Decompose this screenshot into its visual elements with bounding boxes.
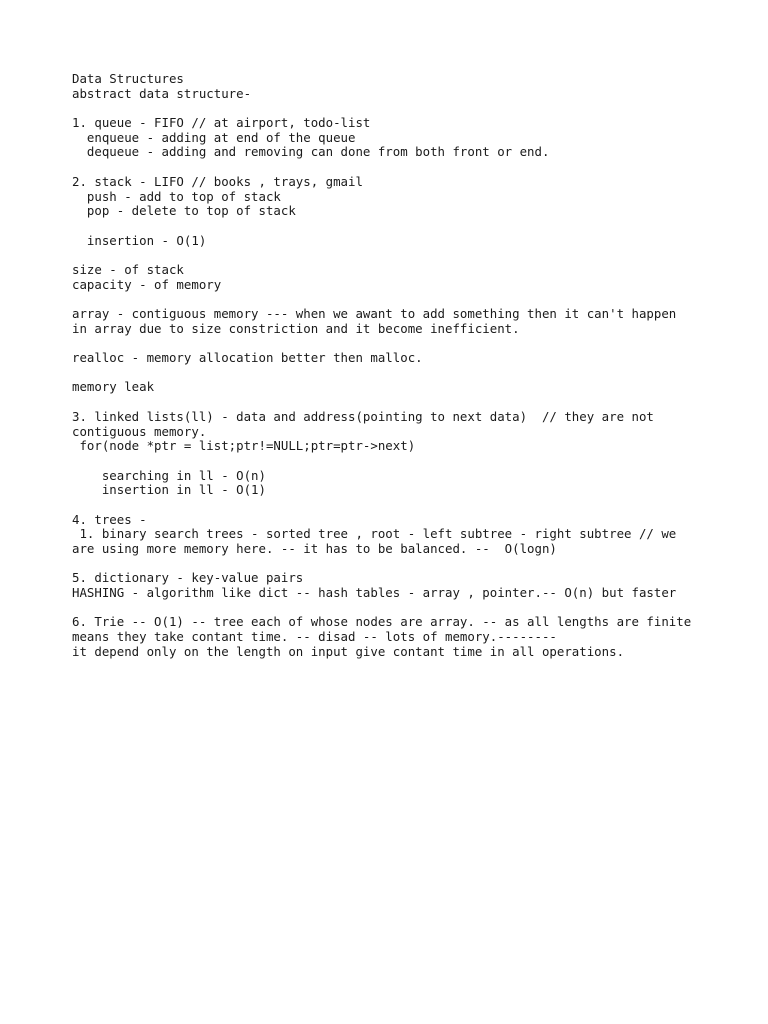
- document-line: contiguous memory.: [72, 423, 207, 439]
- document-line: insertion - O(1): [72, 232, 207, 248]
- document-line: size - of stack: [72, 261, 184, 277]
- blank-line: [72, 160, 712, 175]
- document-line: abstract data structure-: [72, 85, 252, 101]
- section-heading-dictionary: 5. dictionary - key-value pairs: [72, 570, 304, 586]
- document-line: means they take contant time. -- disad -- lots of memory.--------: [72, 629, 557, 645]
- document-line: 1. binary search trees - sorted tree , root - left subtree - right subtree // we: [72, 526, 677, 542]
- blank-line: [72, 336, 712, 351]
- document-line: searching in ll - O(n): [72, 467, 266, 483]
- code-line: for(node *ptr = list;ptr!=NULL;ptr=ptr->next): [72, 438, 416, 454]
- document-line: push - add to top of stack: [72, 188, 281, 204]
- document-line: HASHING - algorithm like dict -- hash tables - array , pointer.-- O(n) but faster: [72, 585, 677, 601]
- section-heading-trees: 4. trees -: [72, 511, 147, 527]
- section-heading-linked-lists: 3. linked lists(ll) - data and address(pointing to next data) // they are not: [72, 408, 654, 424]
- blank-line: [72, 395, 712, 410]
- section-heading-queue: 1. queue - FIFO // at airport, todo-list: [72, 115, 371, 131]
- document-line: memory leak: [72, 379, 155, 395]
- section-heading-stack: 2. stack - LIFO // books , trays, gmail: [72, 173, 363, 189]
- document-line: realloc - memory allocation better then malloc.: [72, 350, 423, 366]
- blank-line: [72, 248, 712, 263]
- document-line: enqueue - adding at end of the queue: [72, 129, 356, 145]
- blank-line: [72, 101, 712, 116]
- blank-line: [72, 366, 712, 381]
- document-title: Data Structures: [72, 71, 184, 86]
- blank-line: [72, 601, 712, 616]
- blank-line: [72, 454, 712, 469]
- section-heading-trie: 6. Trie -- O(1) -- tree each of whose nodes are array. -- as all lengths are finite: [72, 614, 692, 630]
- document-line: pop - delete to top of stack: [72, 203, 296, 219]
- document-line: it depend only on the length on input give contant time in all operations.: [72, 643, 625, 659]
- document-line: insertion in ll - O(1): [72, 482, 266, 498]
- blank-line: [72, 219, 712, 234]
- document-page: [72, 72, 712, 660]
- blank-line: [72, 292, 712, 307]
- blank-line: [72, 557, 712, 572]
- blank-line: [72, 498, 712, 513]
- document-line: capacity - of memory: [72, 276, 222, 292]
- document-line: are using more memory here. -- it has to be balanced. -- O(logn): [72, 541, 557, 556]
- document-line: array - contiguous memory --- when we awant to add something then it can't happen: [72, 306, 677, 321]
- document-line: dequeue - adding and removing can done from both front or end.: [72, 144, 550, 160]
- document-line: in array due to size constriction and it become inefficient.: [72, 320, 520, 336]
